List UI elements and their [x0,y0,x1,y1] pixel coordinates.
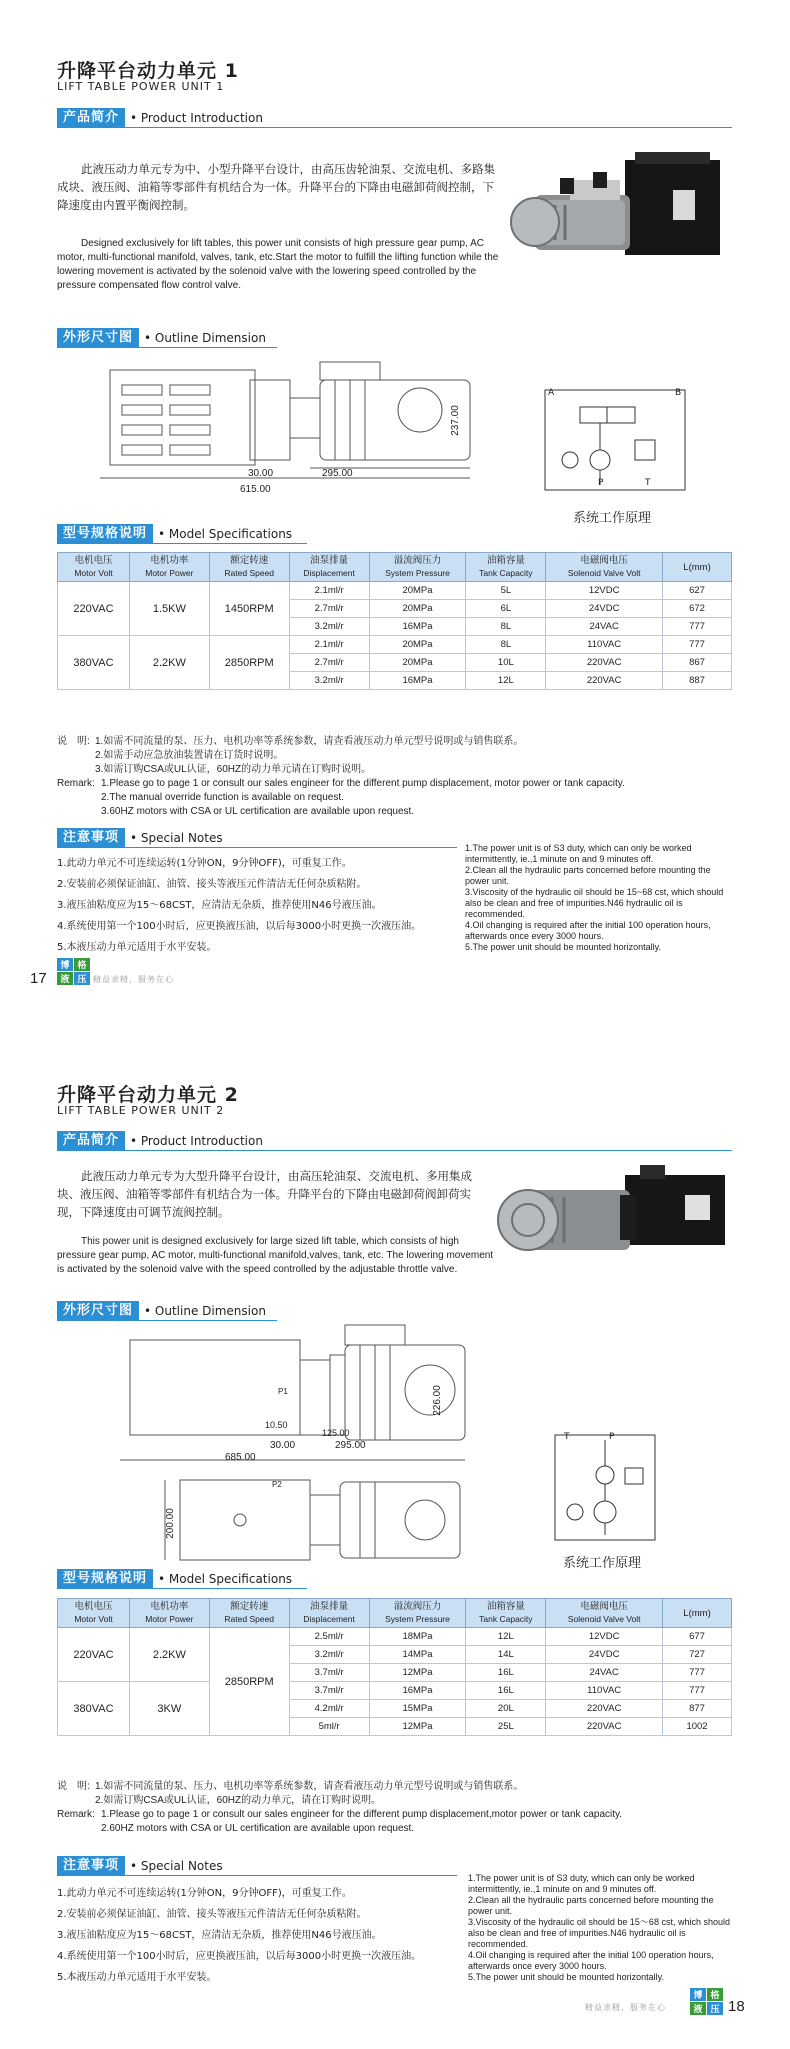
section-label-en: • Product Introduction [130,1133,263,1148]
unit2-spec-header [57,1568,307,1589]
list-item: 2.Clean all the hydraulic parts concerned before mounting the power unit. [468,1895,714,1916]
list-item: 2.安装前必须保证油缸、油管、接头等液压元件清洁无任何杂质粘附。 [57,879,367,890]
unit1-notes: 说 明: 1.如需不同流量的泵、压力、电机功率等系统参数，请查看液压动力单元型号说明或与销售联系。 2.如需手动应急放油装置请在订货时说明。 3.如需订购CSA或UL认证，60HZ的动力单元请在订购时说明。 Remark: 1.Please go to page 1 or consult our sales engineer for the different pump displacement, motor power or tank capacity. 2.The manual override function is available on request. 3.60HZ motors with CSA or UL certification are available upon request. [57,736,625,817]
section-tag: 型号规格说明 [57,524,153,543]
column-header: 电机电压 Motor Volt [58,553,130,582]
column-header: 电机功率 Motor Power [129,553,209,582]
list-item: 5.本液压动力单元适用于水平安装。 [57,1972,217,1983]
table-row: 4.2ml/r 15MPa 20L 220VAC 877 [58,1700,732,1718]
port-label-b: B [675,388,682,398]
dimension-label: 237.00 [449,405,461,436]
list-item: 4.Oil changing is required after the initial 100 operation hours, afterwards once every 3000 hours. [468,1950,714,1971]
table-row: 2.7ml/r 20MPa 6L 24VDC 672 [58,600,732,618]
section-label-en: • Product Introduction [130,110,263,125]
section-tag: 外形尺寸图 [57,1301,139,1320]
list-item: 5.本液压动力单元适用于水平安装。 [57,942,217,953]
list-item: 1.The power unit is of S3 duty, which can only be worked intermittently, ie.,1 minute on and 9 minutes off. [465,843,692,864]
column-header: 额定转速 Rated Speed [209,1599,289,1628]
list-item: 1.此动力单元不可连续运转(1分钟ON，9分钟OFF)，可重复工作。 [57,858,352,869]
column-header: 电机电压 Motor Volt [58,1599,130,1628]
list-item: 1.此动力单元不可连续运转(1分钟ON，9分钟OFF)，可重复工作。 [57,1888,352,1899]
column-header: 电磁阀电压 Solenoid Valve Volt [546,553,663,582]
column-header: 溢流阀压力 System Pressure [369,553,466,582]
section-label-en: • Outline Dimension [144,330,266,345]
table-row: 5ml/r 12MPa 25L 220VAC 1002 [58,1718,732,1736]
dimension-label: 295.00 [322,468,353,479]
unit1-intro-en: Designed exclusively for lift tables, this power unit consists of high pressure gear pump, AC motor, multi-functional manifold, valves, tank, etc.Start the motor to fulfill the lifting function while the lowering movement is activated by the solenoid valve with the lowering speed controlled by the pressure compensated flow control valve. [57,238,499,291]
table-row: 3.2ml/r 16MPa 12L 220VAC 887 [58,672,732,690]
section-label-en: • Model Specifications [158,1571,293,1586]
unit1-spec-header [57,523,307,544]
unit2-spec-table [57,1598,732,1736]
unit2-intro-cn: 此液压动力单元专为大型升降平台设计，由高压轮油泵、交流电机、多用集成块、液压阀、油箱等零部件有机结合为一体。升降平台的下降由电磁卸荷阀卸荷实现，下降速度由可调节流阀控制。 [57,1169,472,1219]
page-number: 17 [30,970,47,987]
section-tag: 型号规格说明 [57,1569,153,1588]
list-item: 3.液压油粘度应为15～68CST，应清洁无杂质，推荐使用N46号液压油。 [57,900,382,911]
table-row: 2.7ml/r 20MPa 10L 220VAC 867 [58,654,732,672]
column-header: 油泵排量 Displacement [289,553,369,582]
unit1-intro-cn: 此液压动力单元专为中、小型升降平台设计，由高压齿轮油泵、交流电机、多路集成块、液压阀、油箱等零部件有机结合为一体。升降平台的下降由电磁卸荷阀控制，下降速度由内置平衡阀控制。 [57,162,495,212]
list-item: 4.Oil changing is required after the initial 100 operation hours, afterwards once every 3000 hours. [465,920,711,941]
dimension-label: 30.00 [248,468,274,479]
dimension-label: 200.00 [164,1508,176,1539]
dimension-label: 226.00 [431,1385,443,1416]
unit2-special-header [57,1855,457,1876]
unit1-outline-drawing [100,350,480,500]
port-label-p: P [609,1432,615,1442]
unit2-outline-header [57,1300,277,1321]
list-item: 3.液压油粘度应为15～68CST，应清洁无杂质，推荐使用N46号液压油。 [57,1930,382,1941]
column-header: 油箱容量 Tank Capacity [466,1599,546,1628]
unit1-product-photo [505,150,735,270]
column-header: 电磁阀电压 Solenoid Valve Volt [546,1599,663,1628]
list-item: 4.系统使用第一个100小时后，应更换液压油，以后每3000小时更换一次液压油。 [57,921,422,932]
table-header-row [58,1599,732,1628]
brand-logo: 博 格 液 压 [690,1988,723,2015]
list-item: 1.The power unit is of S3 duty, which can only be worked intermittently, ie.,1 minute on and 9 minutes off. [468,1873,695,1894]
page-number: 18 [728,1998,745,2015]
brand-slogan: 精益求精，服务在心 [585,2003,666,2012]
section-label-en: • Special Notes [130,830,223,845]
table-row: 220VAC 2.2KW 2850RPM 2.5ml/r 18MPa 12L 12VDC 677 [58,1628,732,1646]
list-item: 2.Clean all the hydraulic parts concerned before mounting the power unit. [465,865,711,886]
unit2-subtitle: LIFT TABLE POWER UNIT 2 [57,1104,225,1117]
list-item: 2.安装前必须保证油缸、油管、接头等液压元件清洁无任何杂质粘附。 [57,1909,367,1920]
unit1-schematic-caption: 系统工作原理 [573,511,652,526]
unit2-outline-drawing [120,1320,500,1580]
section-tag: 外形尺寸图 [57,328,139,347]
unit1-special-header [57,827,457,848]
section-label-en: • Outline Dimension [144,1303,266,1318]
unit2-intro-en: This power unit is designed exclusively for large sized lift table, which consists of high pressure gear pump, AC motor, multi-functional manifold,valves, tank, etc. The lowering movement is activated by the solenoid valve with the speed controlled by the adjustable throttle valve. [57,1236,494,1275]
unit1-title: 升降平台动力单元 1 [57,60,239,82]
dimension-label: 295.00 [335,1440,366,1451]
unit1-spec-table [57,552,732,690]
dimension-label: 685.00 [225,1452,256,1463]
table-row: 3.7ml/r 12MPa 16L 24VAC 777 [58,1664,732,1682]
unit1-special-en [465,843,735,953]
list-item: 5.The power unit should be mounted horizontally. [468,1972,664,1982]
list-item: 3.Viscosity of the hydraulic oil should be 15~68 cst, which should also be clean and free of impurities.N46 hydraulic oil is recommended. [465,887,724,919]
column-header: 油泵排量 Displacement [289,1599,369,1628]
unit1-outline-header [57,327,277,348]
brand-logo: 博 格 液 压 [57,958,90,985]
section-label-en: • Special Notes [130,1858,223,1873]
column-header: L(mm) [663,553,732,582]
unit2-special-en [468,1873,738,1983]
port-label-p2: P2 [272,1480,282,1489]
section-tag: 产品简介 [57,1131,125,1150]
section-label-en: • Model Specifications [158,526,293,541]
table-row: 220VAC 1.5KW 1450RPM 2.1ml/r 20MPa 5L 12VDC 627 [58,582,732,600]
column-header: 溢流阀压力 System Pressure [369,1599,466,1628]
section-tag: 注意事项 [57,1856,125,1875]
column-header: 电机功率 Motor Power [129,1599,209,1628]
table-row: 3.2ml/r 14MPa 14L 24VDC 727 [58,1646,732,1664]
port-label-t: T [564,1432,570,1442]
brand-slogan: 精益求精，服务在心 [93,975,174,984]
unit2-special-cn [57,1883,457,1988]
port-label-p: P [598,478,604,488]
column-header: 额定转速 Rated Speed [209,553,289,582]
dimension-label: 10.50 [265,1420,288,1430]
dimension-label: 125.00 [322,1428,350,1438]
unit1-special-cn [57,853,457,958]
unit1-subtitle: LIFT TABLE POWER UNIT 1 [57,80,225,93]
port-label-a: A [548,388,555,398]
dimension-label: 615.00 [240,484,271,495]
unit1-intro-header [57,107,732,128]
column-header: L(mm) [663,1599,732,1628]
list-item: 4.系统使用第一个100小时后，应更换液压油，以后每3000小时更换一次液压油。 [57,1951,422,1962]
unit2-notes: 说 明: 1.如需不同流量的泵、压力、电机功率等系统参数，请查看液压动力单元型号说明或与销售联系。 2.如需订购CSA或UL认证，60HZ的动力单元，请在订购时说明。 Remark: 1.Please go to page 1 or consult our sales engineer for the different pump displacement,motor power or tank capacity. 2.60HZ motors with CSA or UL certification are available upon request. [57,1781,623,1834]
unit2-title: 升降平台动力单元 2 [57,1084,239,1106]
dimension-label: 30.00 [270,1440,296,1451]
unit1-hydraulic-schematic [540,385,690,495]
unit2-hydraulic-schematic [550,1430,660,1545]
port-label-t: T [645,478,651,488]
table-row: 380VAC 3KW 3.7ml/r 16MPa 16L 110VAC 777 [58,1682,732,1700]
table-row: 380VAC 2.2KW 2850RPM 2.1ml/r 20MPa 8L 110VAC 777 [58,636,732,654]
unit2-product-photo [490,1155,735,1270]
column-header: 油箱容量 Tank Capacity [466,553,546,582]
port-label-p1: P1 [278,1387,288,1396]
unit2-schematic-caption: 系统工作原理 [563,1556,642,1571]
unit2-intro-header [57,1130,732,1151]
section-tag: 注意事项 [57,828,125,847]
table-row: 3.2ml/r 16MPa 8L 24VAC 777 [58,618,732,636]
section-tag: 产品简介 [57,108,125,127]
table-header-row [58,553,732,582]
list-item: 5.The power unit should be mounted horizontally. [465,942,661,952]
list-item: 3.Viscosity of the hydraulic oil should be 15～68 cst, which should also be clean and free of impurities.N46 hydraulic oil is recommended. [468,1917,730,1949]
